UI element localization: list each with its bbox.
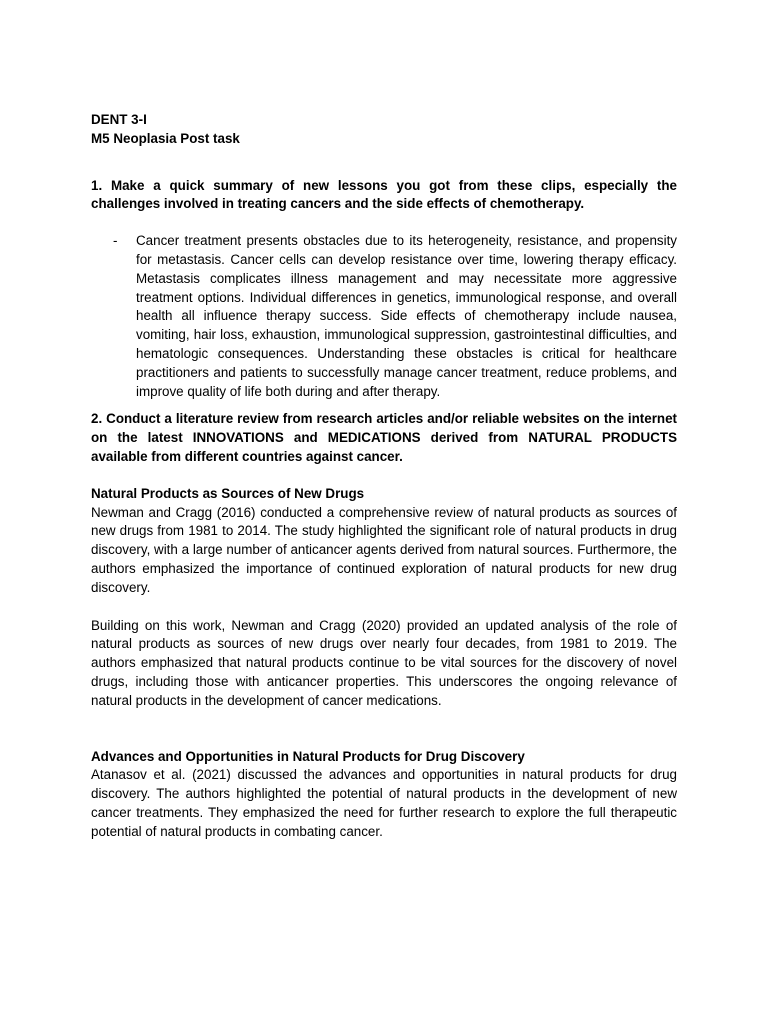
paragraph-newman-2020: Building on this work, Newman and Cragg (2020) provided an updated analysis of the role of natural products as sources of new drugs over nearly four decades, from 1981 to 2019. The authors emphasized that natural products continue to be vital sources for the discovery of novel drugs, including those with anticancer properties. This underscores the ongoing relevance of natural products in the development of cancer medications. [91,617,677,708]
section-heading-natural-products: Natural Products as Sources of New Drugs [91,485,365,501]
question-2: 2. Conduct a literature review from research articles and/or reliable websites on the internet on the latest INNOVATIONS and MEDICATIONS derived from NATURAL PRODUCTS available from different countries against cancer. [91,411,677,464]
paragraph-newman-2016: Newman and Cragg (2016) conducted a comprehensive review of natural products as sources of new drugs from 1981 to 2014. The study highlighted the significant role of natural products in drug discovery, with a large number of anticancer agents derived from natural sources. Furthermore, the authors emphasized the importance of continued exploration of natural products for new drug discovery. [91,504,677,595]
document-content [91,111,677,842]
answer-item [91,232,677,401]
section-heading-advances: Advances and Opportunities in Natural Products for Drug Discovery [91,748,525,764]
answer-list [91,232,677,401]
answer-1-text: Cancer treatment presents obstacles due to its heterogeneity, resistance, and propensity for metastasis. Cancer cells can develop resistance over time, lowering therapy efficacy. Metastasis complicates illness management and may necessitate more aggressive treatment options. Individual differences in genetics, immunological response, and overall health all influence therapy success. Side effects of chemotherapy include nausea, vomiting, hair loss, exhaustion, immunological suppression, gastrointestinal difficulties, and hematologic consequences. Understanding these obstacles is critical for healthcare practitioners and patients to successfully manage cancer treatment, reduce problems, and improve quality of life both during and after therapy. [136,233,677,399]
question-1: 1. Make a quick summary of new lessons you got from these clips, especially the challenges involved in treating cancers and the side effects of chemotherapy. [91,177,677,212]
bullet-dash: - [113,233,118,249]
course-code: DENT 3-I [91,112,147,127]
paragraph-atanasov-2021: Atanasov et al. (2021) discussed the advances and opportunities in natural products for drug discovery. The authors highlighted the potential of natural products in the development of new cancer treatments. They emphasized the need for further research to explore the full therapeutic potential of natural products in combating cancer. [91,767,677,839]
task-title: M5 Neoplasia Post task [91,130,240,146]
